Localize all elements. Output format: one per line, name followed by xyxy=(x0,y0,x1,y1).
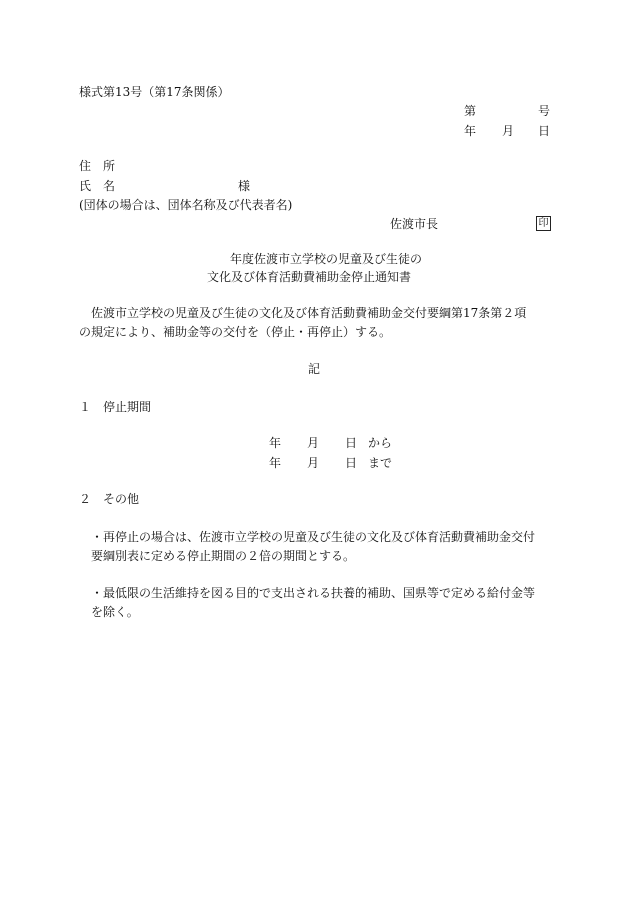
title-line-2: 文化及び体育活動費補助金停止通知書 xyxy=(207,270,412,284)
section2-heading: ２ その他 xyxy=(79,492,140,506)
honorific: 様 xyxy=(238,179,251,193)
from-year: 年 xyxy=(269,436,282,450)
to-suffix: まで xyxy=(368,456,393,470)
form-number-label: 様式第13号（第17条関係） xyxy=(79,85,230,99)
address-label: 住 所 xyxy=(79,159,116,173)
doc-number-suffix: 号 xyxy=(538,104,551,118)
from-day: 日 xyxy=(345,436,358,450)
seal-stamp: 印 xyxy=(536,216,551,231)
date-month: 月 xyxy=(502,124,515,138)
title-line-1: 年度佐渡市立学校の児童及び生徒の xyxy=(230,252,423,266)
to-month: 月 xyxy=(307,456,320,470)
date-day: 日 xyxy=(538,124,551,138)
section1-heading: １ 停止期間 xyxy=(79,400,152,414)
bullet1-line-2: 要綱別表に定める停止期間の２倍の期間とする。 xyxy=(91,549,356,563)
to-year: 年 xyxy=(269,456,282,470)
body-line-1: 佐渡市立学校の児童及び生徒の文化及び体育活動費補助金交付要綱第17条第２項 xyxy=(91,306,527,320)
date-year: 年 xyxy=(464,124,477,138)
issuer-name: 佐渡市長 xyxy=(390,217,439,231)
to-day: 日 xyxy=(345,456,358,470)
name-label: 氏 名 xyxy=(79,179,116,193)
from-month: 月 xyxy=(307,436,320,450)
bullet1-line-1: ・再停止の場合は、佐渡市立学校の児童及び生徒の文化及び体育活動費補助金交付 xyxy=(91,530,536,544)
body-line-2: の規定により、補助金等の交付を（停止・再停止）する。 xyxy=(79,325,392,339)
doc-number-prefix: 第 xyxy=(464,104,477,118)
bullet2-line-1: ・最低限の生活維持を図る目的で支出される扶養的補助、国県等で定める給付金等 xyxy=(91,586,536,600)
from-suffix: から xyxy=(368,436,393,450)
org-note: (団体の場合は、団体名称及び代表者名) xyxy=(79,198,293,212)
ki-mark: 記 xyxy=(308,362,321,376)
bullet2-line-2: を除く。 xyxy=(91,605,139,619)
